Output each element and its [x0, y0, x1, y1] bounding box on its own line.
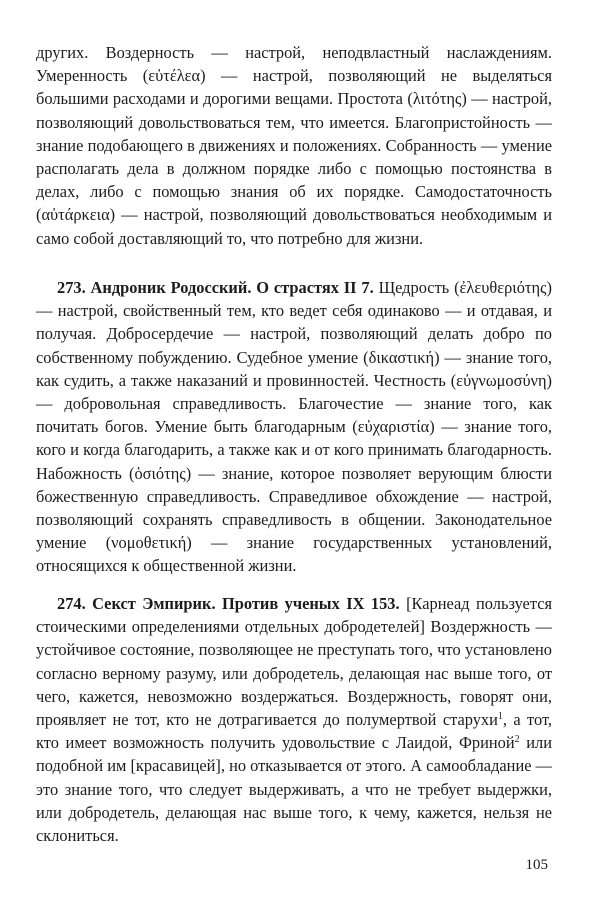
paragraph-fragment-273: [36, 276, 552, 578]
book-page: [36, 0, 564, 905]
page-number: 105: [525, 857, 548, 873]
paragraph-text: [Карнеад пользуется стоическими определениями отдельных добродетелей] Воздержность — устойчивое состояние, позволяющее не преступать того, что установлено согласно верному разуму, или добродетель, делающая нас выше того, от чего, кажется, невозможно воздержаться. Воздержность, говорят они, проявляет не тот, кто не дотрагивается до полумертвой старухи: [36, 594, 553, 730]
footnote-marker: 2: [514, 734, 520, 746]
footnote-marker: 1: [497, 711, 503, 723]
paragraph-text: Щедрость (ἐλευθεριότης) — настрой, свойственный тем, кто ведет себя одинаково — и отдавая, и получая. Добросердечие — настрой, позволяющий делать добро по собственному побуждению. Судебное умение (δικαστική) — знание того, как судить, а также наказаний и провинностей. Честность (εὐγνωμοσύνη) — добровольная справедливость. Благочестие — знание того, как почитать богов. Умение быть благодарным (εὐχαριστία) — знание того, кого и когда благодарить, а также как и от кого принимать благодарность. Набожность (ὁσιότης) — знание, которое позволяет верующим блюсти божественную справедливость. Справедливое обхождение — настрой, позволяющий сохранять справедливость в общении. Законодательное умение (νομοθετική) — знание государственных установлений, относящихся к общественной жизни.: [36, 278, 552, 576]
paragraph-text: или подобной им [красавицей], но отказывается от этого. А самообладание — это знание того, что следует выдерживать, а что не требует выдержки, или добродетель, делающая нас выше того, к чему, кажется, нельзя не склониться.: [36, 733, 552, 846]
paragraph-text: других. Воздерность — настрой, неподвластный наслаждениям. Умеренность (εὐτέλεα) — настрой, позволяющий не выделяться большими расходами и дорогими вещами. Простота (λιτότης) — настрой, позволяющий довольствоваться тем, что имеется. Благопристойность — знание подобающего в движениях и положениях. Собранность — умение располагать дела в должном порядке либо с помощью постоянства в делах, либо с помощью знания об их порядке. Самодостаточность (αὐτάρκεια) — настрой, позволяющий довольствоваться необходимым и само собой доставляющий то, что потребно для жизни.: [36, 43, 552, 248]
paragraph-continuation: [36, 41, 552, 250]
paragraph-fragment-274: [36, 592, 552, 847]
fragment-heading: 274. Секст Эмпирик. Против ученых IX 153.: [57, 594, 400, 613]
paragraph-text: , а тот, кто имеет возможность получить удовольствие с Лаидой, Фриной: [36, 710, 552, 753]
fragment-heading: 273. Андроник Родосский. О страстях II 7.: [57, 278, 374, 297]
